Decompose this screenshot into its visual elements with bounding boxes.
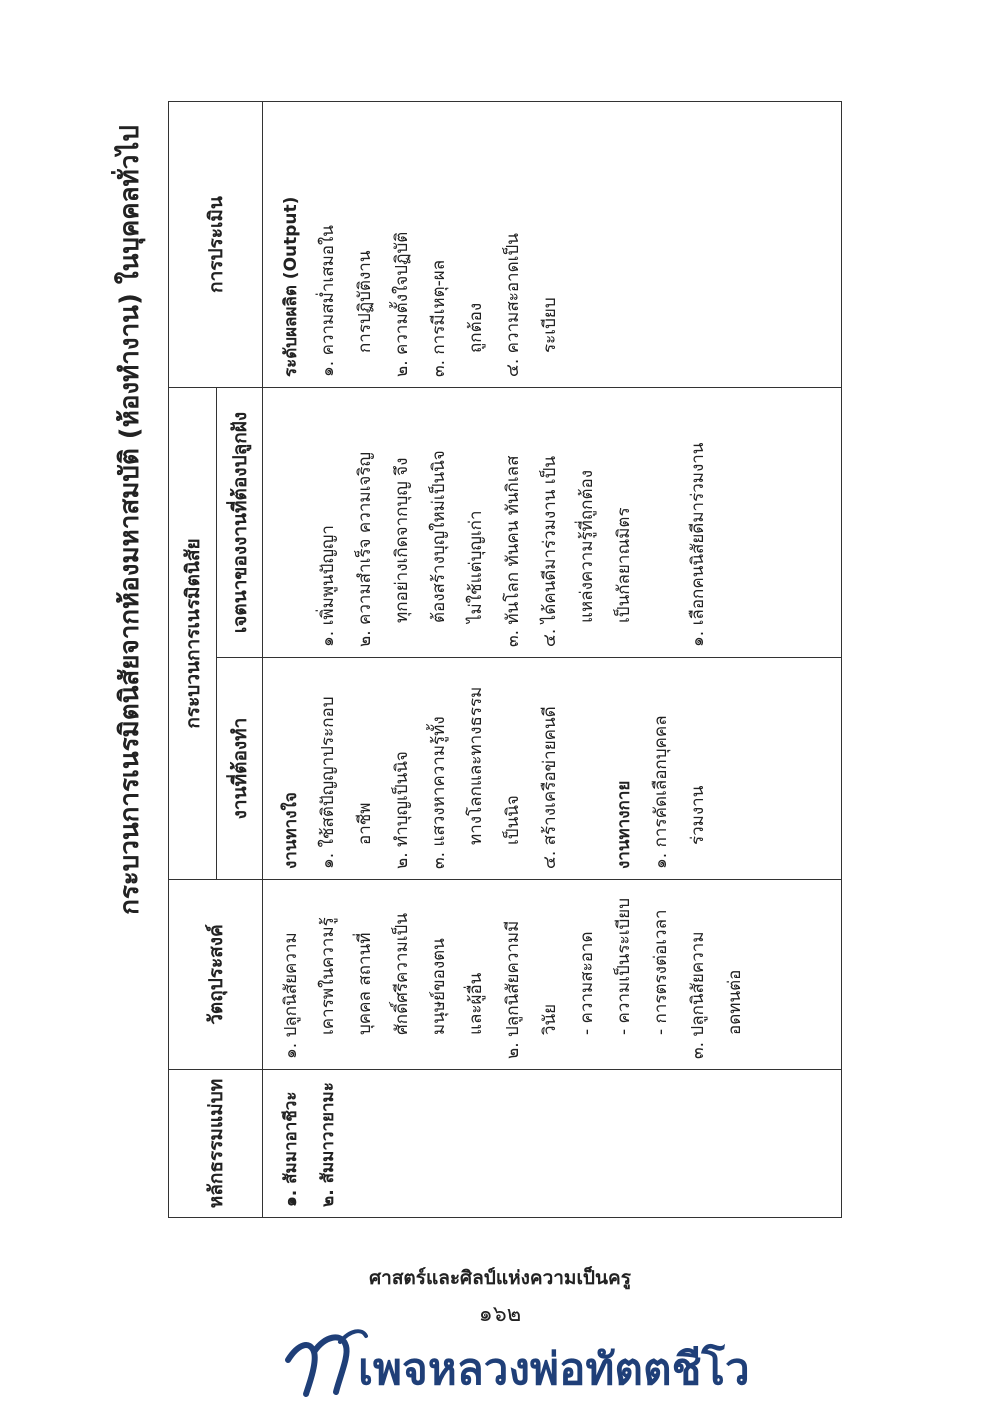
objective-line: อดทนต่อ [725, 969, 745, 1035]
task-line: เป็นนิจ [503, 795, 523, 845]
header-tasks: งานที่ต้องทำ [217, 658, 263, 880]
evaluation-line: ถูกต้อง [466, 302, 486, 353]
evaluation-line: ๓. การมีเหตุ-ผล [429, 259, 449, 377]
objective-line: วินัย [540, 1003, 560, 1035]
tasks-heading-mind: งานทางใจ [281, 792, 301, 869]
objective-line: และผู้อื่น [466, 972, 486, 1035]
intention-line: ทุกอย่างเกิดจากบุญ จึง [392, 457, 412, 623]
header-evaluation: การประเมิน [169, 102, 263, 388]
main-table [168, 101, 842, 1218]
task-line: ๑. ใช้สติปัญญาประกอบ [318, 696, 338, 869]
objective-line: - การตรงต่อเวลา [651, 909, 671, 1035]
principle-cell [263, 1070, 842, 1218]
evaluation-line: ๒. ความตั้งใจปฏิบัติ [392, 231, 412, 377]
intention-line: ๑. เลือกคนนิสัยดีมาร่วมงาน [688, 442, 708, 647]
footer-caption: ศาสตร์และศิลป์แห่งความเป็นครู [369, 1267, 631, 1289]
evaluation-cell [263, 102, 842, 388]
objective-line: บุคคล สถานที่ [355, 932, 375, 1035]
task-line: ๒. ทำบุญเป็นนิจ [392, 751, 412, 869]
header-process-group: กระบวนการเนรมิตนิสัย [169, 388, 217, 880]
evaluation-heading: ระดับผลผลิต (Output) [281, 196, 301, 377]
intention-spacer [273, 398, 310, 647]
objective-line: ศักดิ์ศรีความเป็น [392, 913, 412, 1035]
objective-line: ๓. ปลูกนิสัยความ [688, 931, 708, 1059]
objective-line: เคารพในความรู้ [318, 917, 338, 1035]
intention-spacer [643, 398, 680, 647]
task-line: ๑. การคัดเลือกบุคคล [651, 715, 671, 869]
intention-line: ต้องสร้างบุญใหม่เป็นนิจ [429, 450, 449, 623]
page-number: ๑๖๒ [478, 1302, 522, 1327]
task-line: ทางโลกและทางธรรม [466, 686, 486, 845]
objective-line: - ความเป็นระเบียบ [614, 897, 634, 1035]
evaluation-line: ๑. ความสม่ำเสมอใน [318, 225, 338, 377]
objective-line: มนุษย์ของตน [429, 938, 449, 1035]
brand-logo [280, 1322, 780, 1402]
principle-line: ๒. สัมมาวายามะ [318, 1082, 338, 1207]
tasks-heading-body: งานทางกาย [614, 780, 634, 869]
page-title: กระบวนการเนรมิตนิสัยจากห้องมหาสมบัติ (ห้องทำงาน) ในบุคคลทั่วไป [115, 125, 145, 915]
main-table-rotated [168, 102, 842, 1218]
intention-line: แหล่งความรู้ที่ถูกต้อง [577, 469, 597, 623]
intention-line: เป็นกัลยาณมิตร [614, 507, 634, 623]
evaluation-line: ๔. ความสะอาดเป็น [503, 233, 523, 377]
task-line: อาชีพ [355, 802, 375, 845]
evaluation-line: การปฏิบัติงาน [355, 250, 375, 353]
intention-line: ๓. ทันโลก ทันคน ทันกิเลส [503, 455, 523, 647]
header-principle: หลักธรรมแม่บท [169, 1070, 263, 1218]
evaluation-line: ระเบียบ [540, 297, 560, 353]
task-line: ๔. สร้างเครือข่ายคนดี [540, 706, 560, 869]
objective-line: ๒. ปลูกนิสัยความมี [503, 920, 523, 1059]
intention-line: ๒. ความสำเร็จ ความเจริญ [355, 452, 375, 647]
tasks-cell [263, 658, 842, 880]
objective-line: - ความสะอาด [577, 931, 597, 1035]
intention-line: ๔. ได้คนดีมาร่วมงาน เป็น [540, 455, 560, 647]
objective-cell [263, 880, 842, 1070]
intention-line: ๑. เพิ่มพูนปัญญา [318, 525, 338, 647]
intention-line: ไม่ใช้แต่บุญเก่า [466, 510, 486, 623]
header-objective: วัตถุประสงค์ [169, 880, 263, 1070]
task-line: ร่วมงาน [688, 785, 708, 845]
intention-cell [263, 388, 842, 658]
brand-mark-icon [280, 1322, 370, 1402]
principle-line: ๑. สัมมาอาชีวะ [281, 1091, 301, 1207]
header-intention: เจตนาของงานที่ต้องปลูกฝัง [217, 388, 263, 658]
task-spacer [569, 668, 606, 869]
task-line: ๓. แสวงหาความรู้ทั้ง [429, 716, 449, 869]
brand-text: เพจหลวงพ่อทัตตชีโว [358, 1344, 750, 1395]
objective-line: ๑. ปลูกนิสัยความ [281, 932, 301, 1059]
